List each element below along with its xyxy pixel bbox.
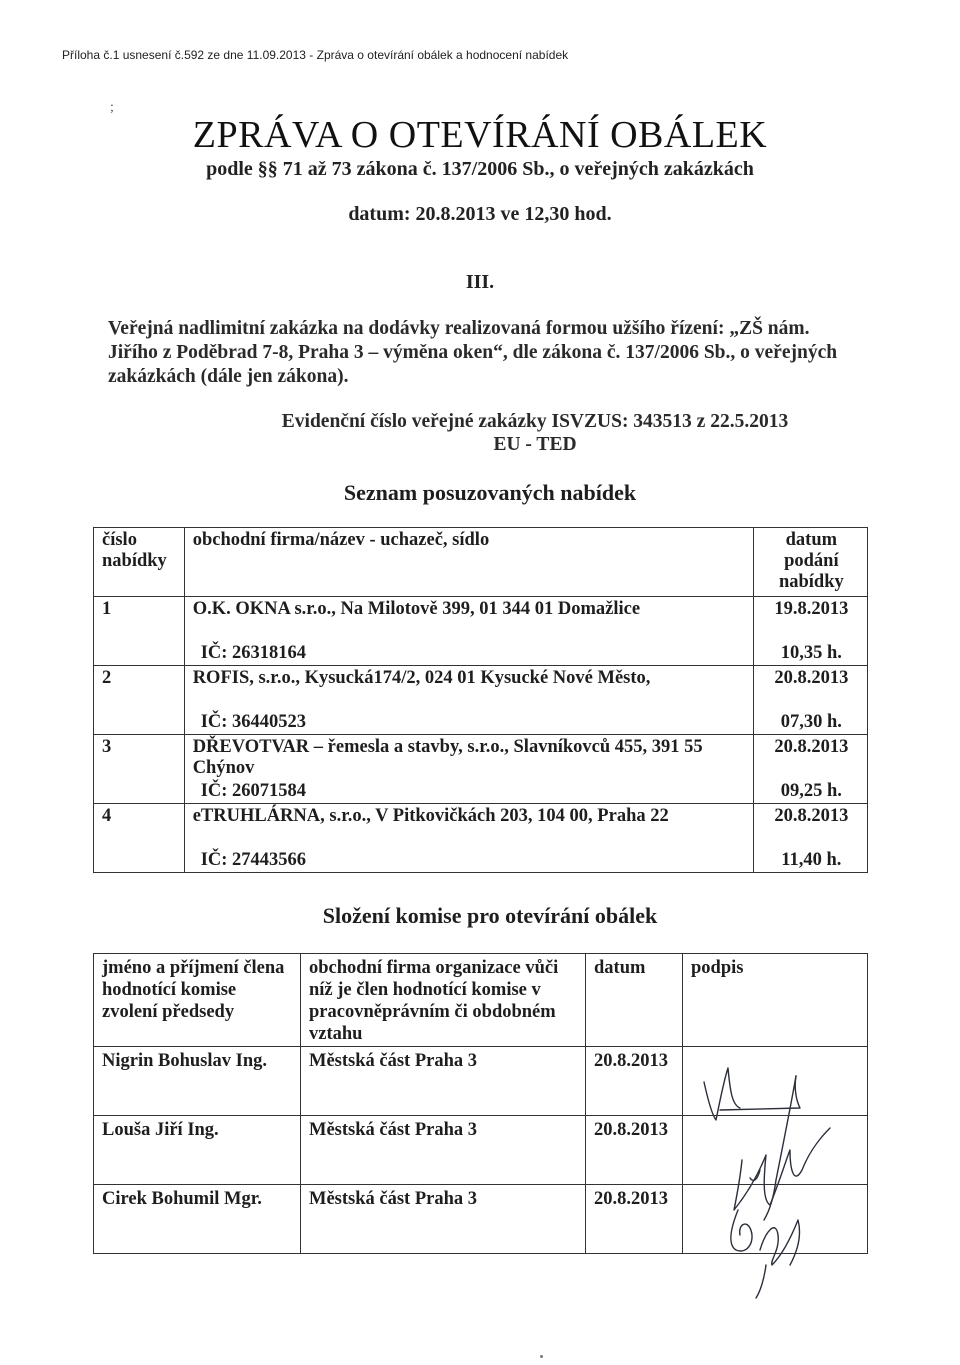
- signature-stroke: [731, 1210, 752, 1251]
- offer-time: 11,40 h.: [781, 850, 842, 870]
- table-row: [94, 735, 868, 804]
- committee-heading: Složení komise pro otevírání obálek: [322, 903, 658, 928]
- committee-table-header: [94, 954, 868, 1047]
- offer-time: 07,30 h.: [780, 712, 842, 732]
- contract-description-line: Veřejná nadlimitní zakázka na dodávky realizovaná formou užšího řízení: „ZŠ nám.: [108, 318, 810, 339]
- member-name: Nigrin Bohuslav Ing.: [94, 1047, 301, 1116]
- offer-number: 3: [94, 735, 185, 804]
- signature-stroke: [760, 1220, 800, 1265]
- offer-company: O.K. OKNA s.r.o., Na Milotově 399, 01 344 01 Domažlice: [192, 599, 641, 619]
- eu-ted-label: EU - TED: [493, 434, 577, 455]
- offer-date: 20.8.2013: [774, 806, 849, 826]
- offers-table-header: [94, 528, 868, 597]
- member-name: Cirek Bohumil Mgr.: [94, 1185, 301, 1254]
- stray-mark: ;: [110, 100, 114, 115]
- offer-ic: IČ: 36440523: [200, 712, 307, 732]
- offer-number: 1: [94, 597, 185, 666]
- offer-company: ROFIS, s.r.o., Kysucká174/2, 024 01 Kysucké Nové Město,: [192, 668, 651, 688]
- header-member-name: jméno a příjmení člena hodnotící komise zvolení předsedy: [94, 954, 301, 1047]
- offers-table: [93, 527, 868, 873]
- offer-time: 10,35 h.: [780, 643, 842, 663]
- registration-number: Evidenční číslo veřejné zakázky ISVZUS: 343513 z 22.5.2013: [281, 411, 789, 432]
- attachment-header: Příloha č.1 usnesení č.592 ze dne 11.09.2013 - Zpráva o otevírání obálek a hodnocení nabídek: [62, 48, 569, 62]
- signature-stroke: [756, 1265, 766, 1298]
- offer-ic: IČ: 26318164: [200, 643, 307, 663]
- offer-date: 20.8.2013: [774, 668, 849, 688]
- member-date: 20.8.2013: [586, 1047, 683, 1116]
- header-company: obchodní firma/název - uchazeč, sídlo: [184, 528, 753, 597]
- contract-description-line: Jiřího z Poděbrad 7-8, Praha 3 – výměna oken“, dle zákona č. 137/2006 Sb., o veřejných: [108, 342, 838, 363]
- signature-stroke: [720, 1076, 800, 1110]
- member-organization: Městská část Praha 3: [301, 1116, 586, 1185]
- offer-company: DŘEVOTVAR – řemesla a stavby, s.r.o., Slavníkovců 455, 391 55 Chýnov: [192, 737, 703, 778]
- header-signature: podpis: [683, 954, 868, 1047]
- offers-heading: Seznam posuzovaných nabídek: [343, 480, 637, 505]
- signature-stroke: [764, 1076, 796, 1220]
- member-organization: Městská část Praha 3: [301, 1185, 586, 1254]
- signature-stroke: [704, 1068, 740, 1120]
- member-date: 20.8.2013: [586, 1116, 683, 1185]
- table-row: [94, 597, 868, 666]
- document-title: ZPRÁVA O OTEVÍRÁNÍ OBÁLEK: [192, 114, 768, 156]
- offer-number: 4: [94, 804, 185, 873]
- opening-date-line: datum: 20.8.2013 ve 12,30 hod.: [348, 203, 612, 225]
- header-submission-date: datum podání nabídky: [753, 528, 867, 597]
- member-name: Louša Jiří Ing.: [94, 1116, 301, 1185]
- table-row: [94, 666, 868, 735]
- contract-description: [108, 317, 888, 389]
- header-organization: obchodní firma organizace vůči níž je člen hodnotící komise v pracovněprávním či obdobném vztahu: [301, 954, 586, 1047]
- header-offer-number: číslo nabídky: [94, 528, 185, 597]
- signature-stroke: [734, 1128, 830, 1210]
- offer-ic: IČ: 26071584: [200, 781, 307, 801]
- handwritten-signatures: [690, 1060, 860, 1300]
- member-organization: Městská část Praha 3: [301, 1047, 586, 1116]
- legal-basis-line: podle §§ 71 až 73 zákona č. 137/2006 Sb., o veřejných zakázkách: [206, 158, 754, 180]
- offer-date: 20.8.2013: [774, 737, 849, 757]
- offer-company: eTRUHLÁRNA, s.r.o., V Pitkovičkách 203, 104 00, Praha 22: [192, 806, 669, 826]
- offer-ic: IČ: 27443566: [200, 850, 307, 870]
- offer-date: 19.8.2013: [774, 599, 849, 619]
- scan-speck: [540, 1355, 543, 1358]
- offer-time: 09,25 h.: [780, 781, 842, 801]
- header-date: datum: [586, 954, 683, 1047]
- table-row: [94, 804, 868, 873]
- offer-number: 2: [94, 666, 185, 735]
- section-number: III.: [465, 271, 495, 293]
- contract-description-line: zakázkách (dále jen zákona).: [108, 366, 349, 387]
- member-date: 20.8.2013: [586, 1185, 683, 1254]
